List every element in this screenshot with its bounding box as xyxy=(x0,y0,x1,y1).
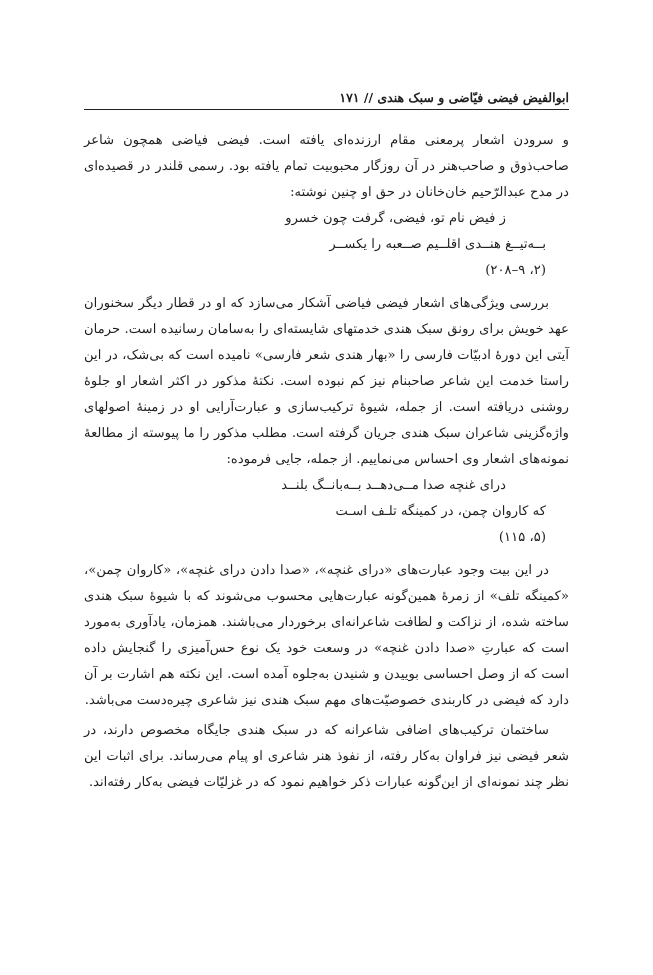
paragraph-3: در این بیت وجود عبارت‌های «درای غنچه»، «صدا دادن درای غنچه»، «کاروان چمن»، «کمینگه تلف» از زمرهٔ همین‌گونه عبارت‌هایی محسوب می‌شوند که با شیوهٔ سبک هندی ساخته شده، از نزاکت و لطافت شاعرانه‌ای برخوردار می‌باشند. همزمان، یادآوری به‌مورد است که عبارتِ «صدا دادن غنچه» در وسعت خود یک نوع حس‌آمیزی را گنجایش داده است که از وصل احساسی بوییدن و شنیدن به‌جلوه آمده است. این نکته هم اشارت بر آن دارد که فیضی در کاربندی خصوصیّت‌های مهم سبک هندی نیز شاعری چیره‌دست می‌باشد. xyxy=(84,562,569,708)
poem-2-line-2: که کاروان چمن، در کمینگه تلـف اسـت xyxy=(335,504,546,520)
poem-1-line-1: ز فیض نام تو، فیضی، گرفت چون خسرو xyxy=(285,211,506,227)
paragraph-4: ساختمان ترکیب‌های اضافی شاعرانه که در سبک هندی جایگاه مخصوص دارند، در شعر فیضی نیز فراوان به‌کار رفته، از نفوذ هنر شاعری او پیام می‌رساند. برای اثبات این نظر چند نمونه‌ای از این‌گونه عبارات ذکر خواهیم نمود که در غزلیّات فیضی به‌کار رفته‌اند. xyxy=(84,723,569,791)
paragraph-1: و سرودن اشعار پرمعنی مقام ارزنده‌ای یافته است. فیضی فیاضی همچون شاعر صاحب‌ذوق و صاحب‌هنر در آن روزگار محبوبیت تمام یافته بود. رسمی قلندر در قصیده‌ای در مدح عبدالرّحیم خان‌خانان در حق او چنین نوشته: xyxy=(84,133,569,201)
poem-2 xyxy=(84,473,569,551)
header-rule xyxy=(84,109,569,110)
page-body xyxy=(84,128,569,796)
poem-1-line-2: بــه‌تیــغ هنــدی اقلــیم صــعبه را یکســر xyxy=(329,237,546,253)
poem-2-citation: (۵، ۱۱۵) xyxy=(498,530,546,546)
paragraph-2: بررسی ویژگی‌های اشعار فیضی فیاضی آشکار می‌سازد که او در قطار دیگر سخنوران عهد خویش برای رونق سبک هندی خدمتهای شایسته‌ای را به‌سامان رسانیده است. حرمان آیتی این دورهٔ ادبیّات فارسی را «بهار هندی شعر فارسی» نامیده است که بی‌شک، در این راستا خدمت این شاعر صاحبنام نیز کم نبوده است. نکتهٔ مذکور در اکثر اشعار او جلوهٔ روشنی دریافته است. از جمله، شیوهٔ ترکیب‌سازی و عبارت‌آرایی او در زمینهٔ اصولهای واژه‌گزینی شاعران سبک هندی جریان گرفته است. مطلب مذکور را ما پیوسته از مطالعهٔ نمونه‌های اشعار وی احساس می‌نماییم. از جمله، جایی فرموده: xyxy=(84,295,569,468)
running-head: ابوالفیض فیضی فیّاضی و سبک هندی // ۱۷۱ xyxy=(339,90,569,105)
poem-1-citation: (۲، ۹–۲۰۸) xyxy=(485,263,546,279)
poem-2-line-1: درای غنچه صدا مــی‌دهــد بــه‌بانــگ بلنــد xyxy=(281,478,506,494)
poem-1 xyxy=(84,206,569,284)
